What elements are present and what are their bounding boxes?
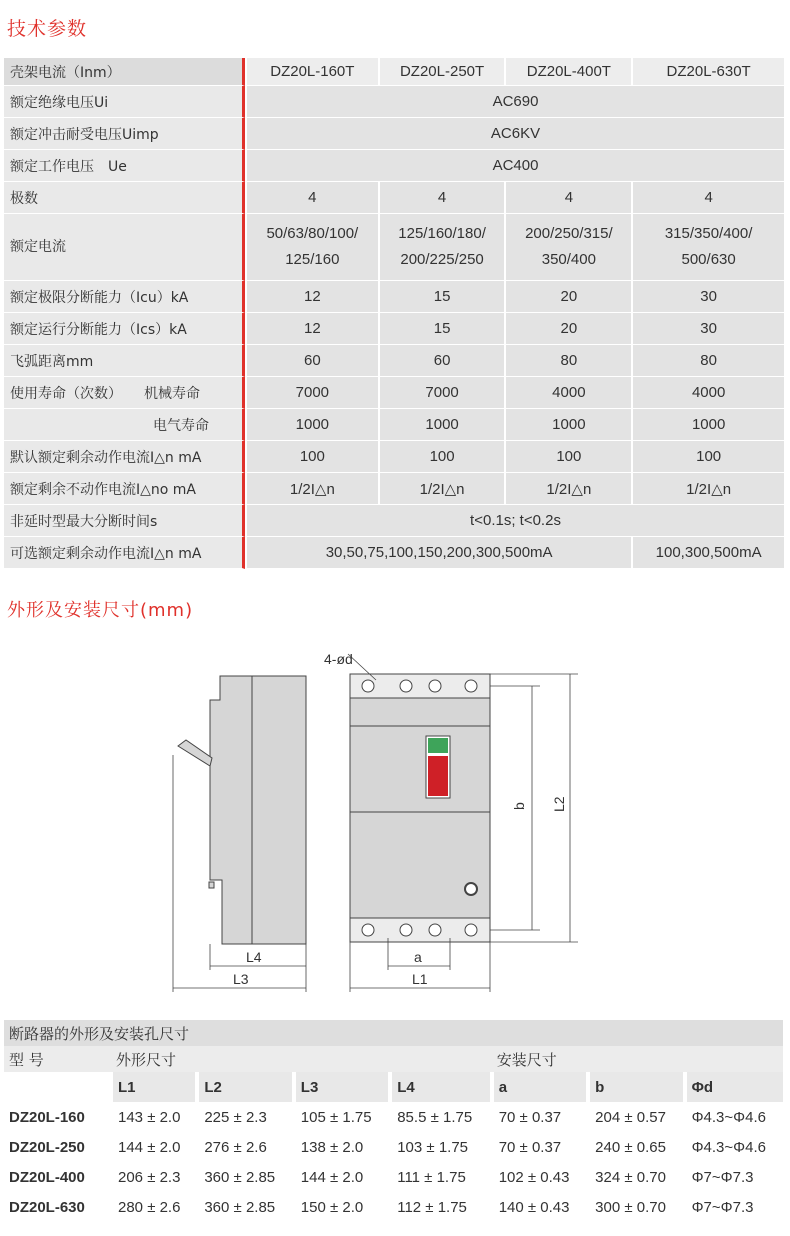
spec-value: 4 bbox=[631, 182, 784, 214]
dim-cell: 70 ± 0.37 bbox=[492, 1102, 588, 1132]
spec-value: 15 bbox=[378, 281, 505, 313]
dim-label-l2: L2 bbox=[551, 796, 567, 812]
dim-label-l1: L1 bbox=[412, 971, 428, 987]
spec-row bbox=[4, 86, 784, 118]
dim-cell: 276 ± 2.6 bbox=[197, 1132, 293, 1162]
dim-label-a: a bbox=[414, 949, 422, 965]
spec-value: 4000 bbox=[631, 377, 784, 409]
spec-value: 1000 bbox=[504, 409, 631, 441]
spec-value-line: 125/160 bbox=[285, 251, 340, 268]
dim-label-l3: L3 bbox=[233, 971, 249, 987]
spec-label: 额定电流 bbox=[4, 214, 245, 281]
spec-value bbox=[504, 214, 631, 281]
spec-label: 飞弧距离mm bbox=[4, 345, 245, 377]
breaker-outline-drawing bbox=[160, 640, 600, 1000]
spec-label: 可选额定剩余动作电流I△n mA bbox=[4, 537, 245, 569]
spec-value: 4000 bbox=[504, 377, 631, 409]
spec-value: 100,300,500mA bbox=[631, 537, 784, 569]
spec-value: 60 bbox=[378, 345, 505, 377]
column-header: L3 bbox=[294, 1072, 390, 1102]
spec-value: 20 bbox=[504, 313, 631, 345]
dim-cell: 225 ± 2.3 bbox=[197, 1102, 293, 1132]
spec-row bbox=[4, 409, 784, 441]
model-cell: DZ20L-250 bbox=[9, 1138, 85, 1156]
spec-value bbox=[378, 214, 505, 281]
spec-row bbox=[4, 214, 784, 281]
spec-row bbox=[4, 118, 784, 150]
spec-value-line: 125/160/180/ bbox=[398, 225, 486, 242]
group-install: 安装尺寸 bbox=[492, 1046, 783, 1072]
dim-cell: 138 ± 2.0 bbox=[294, 1132, 390, 1162]
spec-label-sub: 电气寿命 bbox=[153, 417, 209, 434]
group-outline: 外形尺寸 bbox=[111, 1046, 492, 1072]
column-header: L2 bbox=[197, 1072, 293, 1102]
section-title-dimensions: 外形及安装尺寸(mm) bbox=[7, 600, 194, 621]
spec-label: 默认额定剩余动作电流I△n mA bbox=[4, 441, 245, 473]
dim-cell: Φ7~Φ7.3 bbox=[685, 1162, 783, 1192]
spec-value: t<0.1s; t<0.2s bbox=[245, 505, 784, 537]
spec-value-line: 315/350/400/ bbox=[664, 225, 753, 242]
column-header: a bbox=[492, 1072, 588, 1102]
dims-caption: 断路器的外形及安装孔尺寸 bbox=[4, 1020, 783, 1046]
spec-value: 12 bbox=[245, 281, 378, 313]
table-row bbox=[4, 1162, 783, 1192]
spec-value bbox=[631, 214, 784, 281]
spec-label: 额定剩余不动作电流I△no mA bbox=[4, 473, 245, 505]
model-header: DZ20L-630T bbox=[631, 58, 784, 86]
spec-value: 100 bbox=[631, 441, 784, 473]
dims-group-row bbox=[4, 1046, 783, 1072]
spec-value-line: 500/630 bbox=[681, 251, 736, 268]
dim-cell: 143 ± 2.0 bbox=[111, 1102, 197, 1132]
dim-cell: 204 ± 0.57 bbox=[588, 1102, 684, 1132]
spec-value-line: 200/250/315/ bbox=[525, 225, 613, 242]
spec-label-main: 使用寿命（次数） bbox=[10, 385, 122, 402]
dim-cell: Φ4.3~Φ4.6 bbox=[685, 1132, 783, 1162]
dim-cell: 360 ± 2.85 bbox=[197, 1162, 293, 1192]
spec-row bbox=[4, 281, 784, 313]
dim-cell: 112 ± 1.75 bbox=[390, 1192, 491, 1222]
dim-cell: 150 ± 2.0 bbox=[294, 1192, 390, 1222]
spec-value: AC6KV bbox=[245, 118, 784, 150]
dim-cell: 280 ± 2.6 bbox=[111, 1192, 197, 1222]
dim-label-b: b bbox=[511, 802, 527, 810]
spec-value: 1/2I△n bbox=[504, 473, 631, 505]
spec-label-sub: 机械寿命 bbox=[144, 385, 200, 402]
spec-row bbox=[4, 313, 784, 345]
spec-row bbox=[4, 505, 784, 537]
dim-cell: 70 ± 0.37 bbox=[492, 1132, 588, 1162]
spec-value: 100 bbox=[378, 441, 505, 473]
spec-value: 4 bbox=[245, 182, 378, 214]
dim-cell: 102 ± 0.43 bbox=[492, 1162, 588, 1192]
spec-value: 80 bbox=[504, 345, 631, 377]
spec-label: 额定极限分断能力（Icu）kA bbox=[4, 281, 245, 313]
spec-value: 12 bbox=[245, 313, 378, 345]
dim-cell: 144 ± 2.0 bbox=[294, 1162, 390, 1192]
model-cell: DZ20L-400 bbox=[9, 1168, 85, 1186]
tech-spec-table bbox=[4, 58, 784, 569]
dims-column-header-row bbox=[4, 1072, 783, 1102]
dim-cell: Φ4.3~Φ4.6 bbox=[685, 1102, 783, 1132]
dim-cell: 85.5 ± 1.75 bbox=[390, 1102, 491, 1132]
spec-value: 1000 bbox=[245, 409, 378, 441]
table-row bbox=[4, 1192, 783, 1222]
spec-row bbox=[4, 473, 784, 505]
spec-value: 100 bbox=[504, 441, 631, 473]
dim-label-l4: L4 bbox=[246, 949, 262, 965]
column-header: b bbox=[588, 1072, 684, 1102]
spec-value: 30 bbox=[631, 313, 784, 345]
spec-label: 额定冲击耐受电压Uimp bbox=[4, 118, 245, 150]
model-cell: DZ20L-630 bbox=[9, 1198, 85, 1216]
hole-label: 4-ød bbox=[324, 651, 353, 667]
spec-value: 1/2I△n bbox=[378, 473, 505, 505]
spec-value: 15 bbox=[378, 313, 505, 345]
column-header: Φd bbox=[685, 1072, 783, 1102]
dimensions-table bbox=[4, 1020, 783, 1222]
side-view bbox=[178, 676, 306, 944]
dim-cell: 240 ± 0.65 bbox=[588, 1132, 684, 1162]
dim-cell: Φ7~Φ7.3 bbox=[685, 1192, 783, 1222]
spec-label: 壳架电流（Inm） bbox=[4, 58, 245, 86]
group-model: 型 号 bbox=[4, 1046, 111, 1072]
spec-label bbox=[4, 377, 245, 409]
table-row bbox=[4, 1132, 783, 1162]
spec-value: 4 bbox=[504, 182, 631, 214]
dim-cell: 360 ± 2.85 bbox=[197, 1192, 293, 1222]
spec-value: 4 bbox=[378, 182, 505, 214]
column-header: L1 bbox=[111, 1072, 197, 1102]
dim-cell: 144 ± 2.0 bbox=[111, 1132, 197, 1162]
spec-value: 1/2I△n bbox=[631, 473, 784, 505]
spec-value: 1/2I△n bbox=[245, 473, 378, 505]
spec-label bbox=[4, 409, 245, 441]
spec-value: 7000 bbox=[245, 377, 378, 409]
model-header: DZ20L-250T bbox=[378, 58, 505, 86]
spec-value: 30,50,75,100,150,200,300,500mA bbox=[245, 537, 631, 569]
spec-label: 额定绝缘电压Ui bbox=[4, 86, 245, 118]
spec-value-line: 50/63/80/100/ bbox=[266, 225, 359, 242]
spec-value: AC690 bbox=[245, 86, 784, 118]
model-header: DZ20L-160T bbox=[245, 58, 378, 86]
spec-value-line: 200/225/250 bbox=[400, 251, 484, 268]
spec-value: 1000 bbox=[631, 409, 784, 441]
dim-cell: 140 ± 0.43 bbox=[492, 1192, 588, 1222]
spec-row bbox=[4, 441, 784, 473]
spec-row bbox=[4, 150, 784, 182]
spec-label: 非延时型最大分断时间s bbox=[4, 505, 245, 537]
front-view bbox=[350, 674, 490, 942]
dims-caption-row bbox=[4, 1020, 783, 1046]
spec-label: 极数 bbox=[4, 182, 245, 214]
model-header: DZ20L-400T bbox=[504, 58, 631, 86]
spec-row bbox=[4, 345, 784, 377]
spec-value: 30 bbox=[631, 281, 784, 313]
spec-value: 80 bbox=[631, 345, 784, 377]
spec-value: 20 bbox=[504, 281, 631, 313]
spec-row bbox=[4, 537, 784, 569]
dim-cell: 105 ± 1.75 bbox=[294, 1102, 390, 1132]
table-row bbox=[4, 1102, 783, 1132]
dim-cell: 206 ± 2.3 bbox=[111, 1162, 197, 1192]
spec-value: 100 bbox=[245, 441, 378, 473]
spec-value: AC400 bbox=[245, 150, 784, 182]
spec-value: 60 bbox=[245, 345, 378, 377]
dim-cell: 324 ± 0.70 bbox=[588, 1162, 684, 1192]
dim-cell: 103 ± 1.75 bbox=[390, 1132, 491, 1162]
spec-label: 额定运行分断能力（Ics）kA bbox=[4, 313, 245, 345]
model-cell: DZ20L-160 bbox=[9, 1108, 85, 1126]
spec-value: 7000 bbox=[378, 377, 505, 409]
section-title-tech-params: 技术参数 bbox=[7, 18, 88, 40]
column-header-empty bbox=[4, 1072, 111, 1102]
spec-value bbox=[245, 214, 378, 281]
spec-value: 1000 bbox=[378, 409, 505, 441]
dim-cell: 111 ± 1.75 bbox=[390, 1162, 491, 1192]
dim-cell: 300 ± 0.70 bbox=[588, 1192, 684, 1222]
spec-row bbox=[4, 182, 784, 214]
column-header: L4 bbox=[390, 1072, 491, 1102]
spec-label: 额定工作电压 Ue bbox=[4, 150, 245, 182]
spec-header-row bbox=[4, 58, 784, 86]
spec-row bbox=[4, 377, 784, 409]
spec-value-line: 350/400 bbox=[541, 251, 596, 268]
